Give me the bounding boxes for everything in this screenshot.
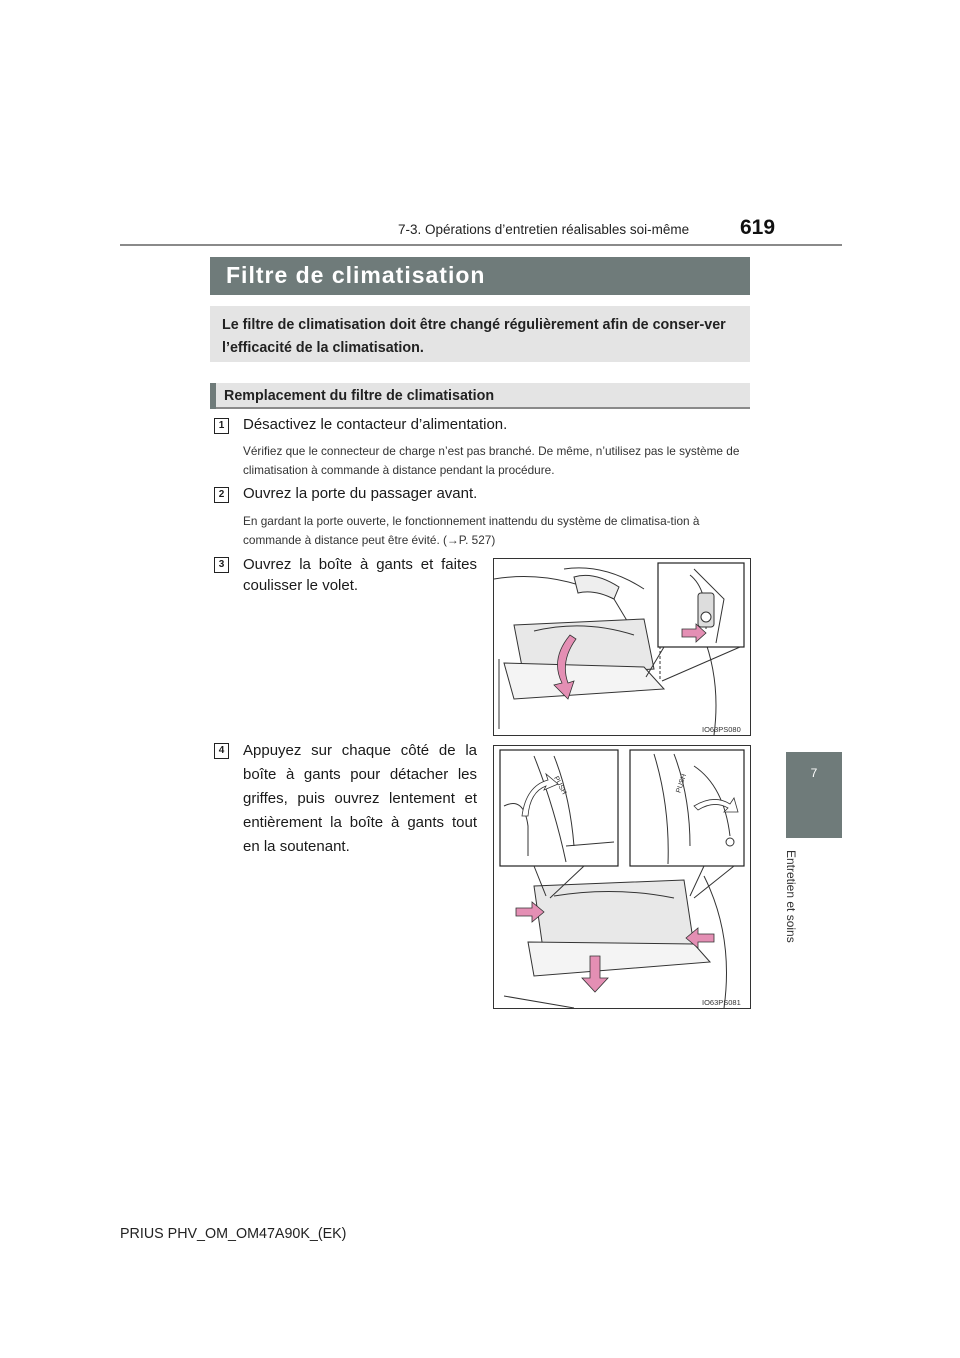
glovebox-illustration <box>494 559 750 735</box>
page-number: 619 <box>740 216 776 239</box>
step-number: 1 <box>214 418 229 434</box>
chapter-tab <box>786 752 842 838</box>
step-number: 4 <box>214 743 229 759</box>
chapter-label: Entretien et soins <box>784 850 798 943</box>
step-number: 2 <box>214 487 229 503</box>
page-title: Filtre de climatisation <box>226 262 486 288</box>
step-text: Ouvrez la porte du passager avant. <box>243 485 478 502</box>
step-number: 3 <box>214 557 229 573</box>
figure-code: IO63PS080 <box>702 725 741 734</box>
glovebox-open-figure <box>493 558 751 736</box>
glovebox-remove-figure <box>493 745 751 1009</box>
push-label: PUSH <box>675 773 689 794</box>
right-inset <box>630 750 744 898</box>
step-text: Appuyez sur chaque côté de la boîte à gants pour détacher les griffes, puis ouvrez lentement et entièrement la boîte à gants tout en la soutenant. <box>243 742 477 855</box>
document-footer: PRIUS PHV_OM_OM47A90K_(EK) <box>120 1226 347 1242</box>
figure-code: IO63PS081 <box>702 998 741 1007</box>
step-note: Vérifiez que le connecteur de charge n’est pas branché. De même, n’utilisez pas le système de climatisation à commande à distance pendant la procédure. <box>243 444 740 477</box>
inset-panel <box>646 563 744 681</box>
glovebox-removal-illustration <box>494 746 750 1008</box>
section-path: 7-3. Opérations d’entretien réalisables soi-même <box>398 222 690 237</box>
header-rule <box>120 244 842 246</box>
step-text: Ouvrez la boîte à gants et faites coulisser le volet. <box>243 556 477 594</box>
subsection-accent <box>210 383 216 409</box>
intro-text: Le filtre de climatisation doit être changé régulièrement afin de conser-ver l’efficacité de la climatisation. <box>222 317 726 356</box>
step-note: En gardant la porte ouverte, le fonctionnement inattendu du système de climatisa-tion à commande à distance peut être évité. (→P. 527) <box>243 514 700 547</box>
step-text: Désactivez le contacteur d’alimentation. <box>243 416 508 433</box>
left-inset <box>500 750 618 898</box>
subsection-title: Remplacement du filtre de climatisation <box>224 388 495 404</box>
push-label: PUSH <box>552 775 568 796</box>
chapter-number: 7 <box>810 766 818 780</box>
